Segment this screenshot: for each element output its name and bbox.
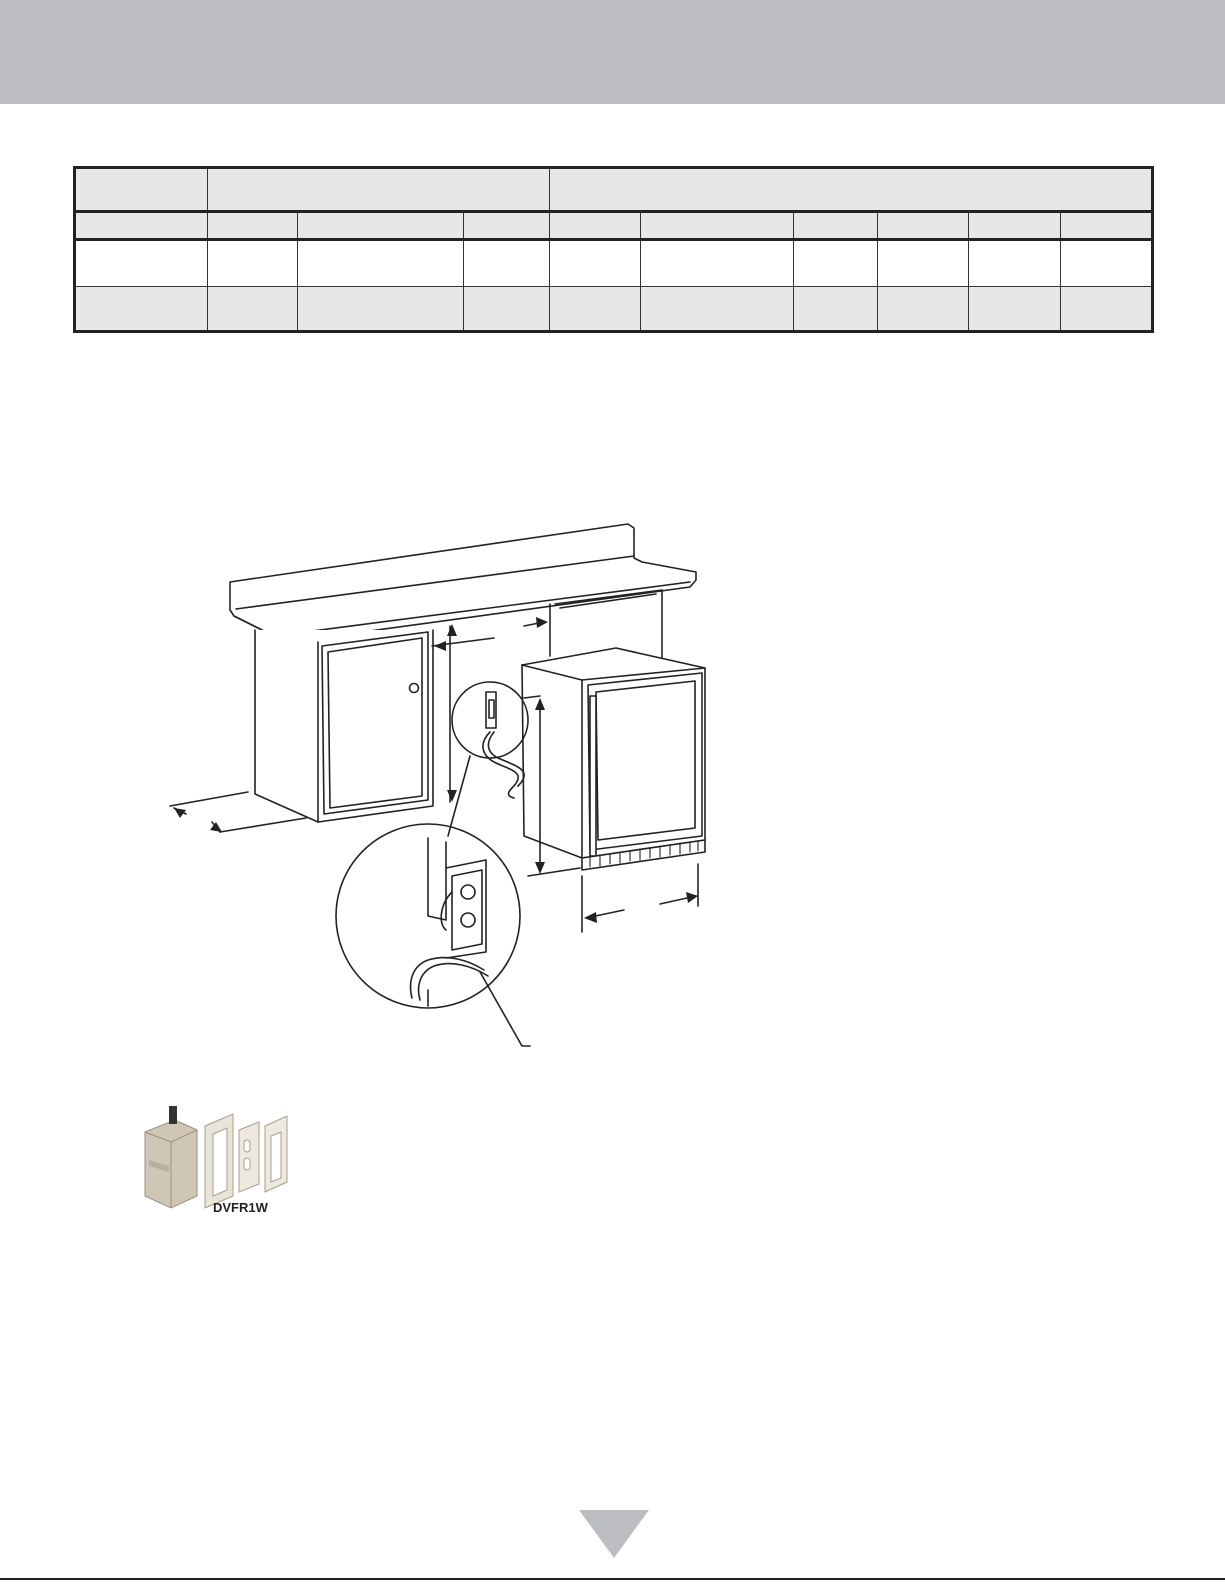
table-subheader-cell xyxy=(550,212,641,240)
table-cell xyxy=(878,240,969,287)
table-cell xyxy=(793,240,878,287)
table-cell xyxy=(75,287,208,332)
table-subheader-cell xyxy=(968,212,1061,240)
table-cell xyxy=(464,287,550,332)
down-arrow-icon xyxy=(579,1510,649,1558)
table-cell xyxy=(464,240,550,287)
table-cell xyxy=(550,287,641,332)
table-cell xyxy=(968,287,1061,332)
table-cell xyxy=(207,287,298,332)
spec-table xyxy=(73,166,1154,333)
wall-box-photo xyxy=(135,1100,310,1225)
table-subheader-cell xyxy=(1061,212,1153,240)
table-subheader-row xyxy=(75,212,1153,240)
table-cell xyxy=(1061,240,1153,287)
table-cell xyxy=(75,240,208,287)
table-row xyxy=(75,240,1153,287)
table-subheader-cell xyxy=(298,212,464,240)
table-cell xyxy=(878,287,969,332)
recessed-outlet-box-icon xyxy=(145,1106,287,1208)
table-header-cell xyxy=(550,168,1153,212)
table-row xyxy=(75,287,1153,332)
footer-rule xyxy=(0,1578,1225,1580)
table-cell xyxy=(793,287,878,332)
table-cell xyxy=(640,240,793,287)
table-cell xyxy=(550,240,641,287)
installation-diagram xyxy=(150,520,730,1080)
table-subheader-cell xyxy=(207,212,298,240)
table-cell xyxy=(640,287,793,332)
table-subheader-cell xyxy=(640,212,793,240)
table-subheader-cell xyxy=(464,212,550,240)
table-header-cell xyxy=(207,168,549,212)
table-cell xyxy=(207,240,298,287)
header-band xyxy=(0,0,1225,104)
table-cell xyxy=(968,240,1061,287)
table-cell xyxy=(1061,287,1153,332)
table-header-cell xyxy=(75,168,208,212)
table-subheader-cell xyxy=(878,212,969,240)
table-cell xyxy=(298,287,464,332)
wall-box-label: DVFR1W xyxy=(213,1200,268,1215)
table-subheader-cell xyxy=(75,212,208,240)
table-subheader-cell xyxy=(793,212,878,240)
table-cell xyxy=(298,240,464,287)
table-header-row xyxy=(75,168,1153,212)
